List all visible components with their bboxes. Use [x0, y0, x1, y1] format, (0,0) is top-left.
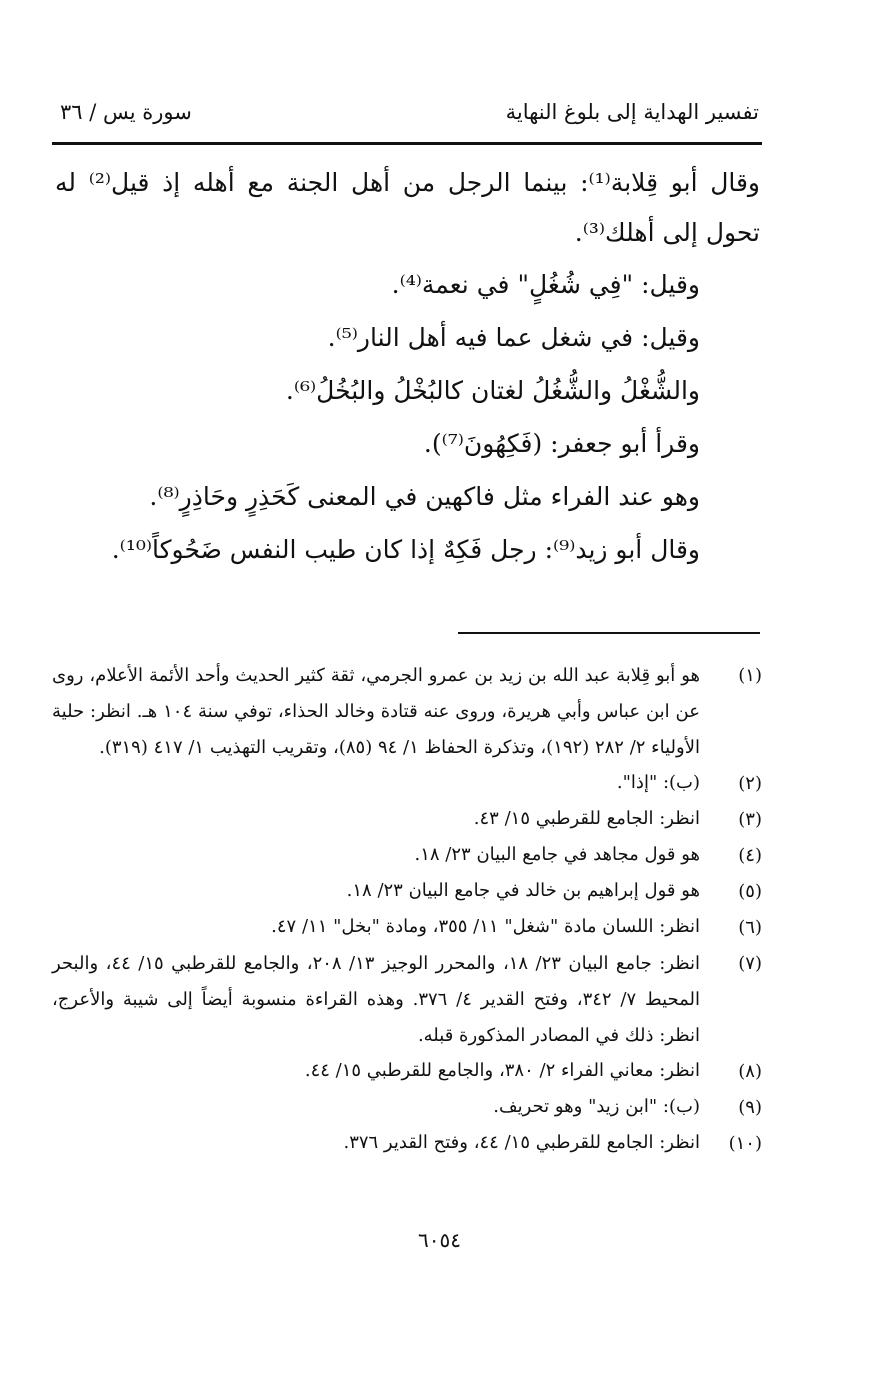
footnote [52, 1126, 762, 1162]
text-line: وهو عند الفراء مثل فاكهين في المعنى كَحَذِرٍ وحَاذِرٍ⁽⁸⁾. [149, 482, 700, 511]
footnote-text: (ب): "إذا". [616, 772, 700, 793]
footnote [52, 766, 762, 802]
text-line: وقرأ أبو جعفر: (فَكِهُونَ⁽⁷⁾). [423, 429, 700, 458]
footnote [52, 838, 762, 874]
footnote-text: هو قول مجاهد في جامع البيان ٢٣/ ١٨. [414, 844, 700, 865]
header-rule [52, 142, 762, 145]
footnote-text: انظر: الجامع للقرطبي ١٥/ ٤٣. [473, 808, 700, 829]
text-line: وقيل: "فِي شُغُلٍ" في نعمة⁽⁴⁾. [391, 270, 700, 299]
footnote-text: هو قول إبراهيم بن خالد في جامع البيان ٢٣/ ١٨. [346, 880, 700, 901]
main-text [55, 158, 760, 576]
footnote-separator [458, 632, 760, 634]
footnotes [52, 658, 762, 1162]
page-number: ٦٠٥٤ [418, 1228, 461, 1252]
footnote-number: (٣) [738, 809, 762, 830]
text-line: وقيل: في شغل عما فيه أهل النار⁽⁵⁾. [327, 323, 700, 352]
footnote-text: انظر: معاني الفراء ٢/ ٣٨٠، والجامع للقرطبي ١٥/ ٤٤. [304, 1060, 700, 1081]
footnote [52, 946, 762, 1054]
footnote-number: (٨) [738, 1061, 762, 1082]
footnote-number: (٥) [738, 881, 762, 902]
footnote-text: هو أبو قِلابة عبد الله بن زيد بن عمرو الجرمي، ثقة كثير الحديث وأحد الأئمة الأعلام، روى عن ابن عباس وأبي هريرة، وروى عنه قتادة وخالد الحذاء، توفي سنة ١٠٤ هـ. انظر: حلية الأولياء ٢/ ٢٨٢ (١٩٢)، وتذكرة الحفاظ ١/ ٩٤ (٨٥)، وتقريب التهذيب ١/ ٤١٧ (٣١٩). [52, 665, 701, 758]
footnote-text: انظر: الجامع للقرطبي ١٥/ ٤٤، وفتح القدير ٣٧٦. [343, 1132, 700, 1153]
footnote [52, 1054, 762, 1090]
running-header-title: تفسير الهداية إلى بلوغ النهاية [505, 100, 759, 124]
footnote [52, 874, 762, 910]
footnote-number: (١) [738, 665, 762, 686]
footnote-number: (٤) [738, 845, 762, 866]
footnote [52, 910, 762, 946]
footnote [52, 1090, 762, 1126]
footnote-text: انظر: اللسان مادة "شغل" ١١/ ٣٥٥، ومادة "بخل" ١١/ ٤٧. [271, 916, 700, 937]
footnote [52, 802, 762, 838]
text-line: والشُّغْلُ والشُّغُلُ لغتان كالبُخْلُ والبُخُلُ⁽⁶⁾. [285, 376, 700, 405]
paragraph-abu-qilaba: وقال أبو قِلابة⁽¹⁾: بينما الرجل من أهل الجنة مع أهله إذ قيل⁽²⁾ له تحول إلى أهلك⁽³⁾. [55, 168, 761, 247]
footnote-number: (٧) [738, 953, 762, 974]
footnote-number: (٢) [738, 773, 762, 794]
footnote-text: (ب): "ابن زيد" وهو تحريف. [493, 1096, 700, 1117]
text-line: وقال أبو زيد⁽⁹⁾: رجل فَكِهٌ إذا كان طيب النفس ضَحُوكاً⁽¹⁰⁾. [111, 535, 700, 564]
footnote-number: (٦) [738, 917, 762, 938]
footnote [52, 658, 762, 766]
footnote-number: (١٠) [728, 1133, 762, 1154]
footnote-number: (٩) [738, 1097, 762, 1118]
footnote-text: انظر: جامع البيان ٢٣/ ١٨، والمحرر الوجيز ١٣/ ٢٠٨، والجامع للقرطبي ١٥/ ٤٤، والبحر المحيط ٧/ ٣٤٢، وفتح القدير ٤/ ٣٧٦. وهذه القراءة منسوبة أيضاً إلى شيبة والأعرج، انظر: ذلك في المصادر المذكورة قبله. [52, 953, 701, 1046]
running-header-surah: سورة يس / ٣٦ [60, 100, 192, 124]
